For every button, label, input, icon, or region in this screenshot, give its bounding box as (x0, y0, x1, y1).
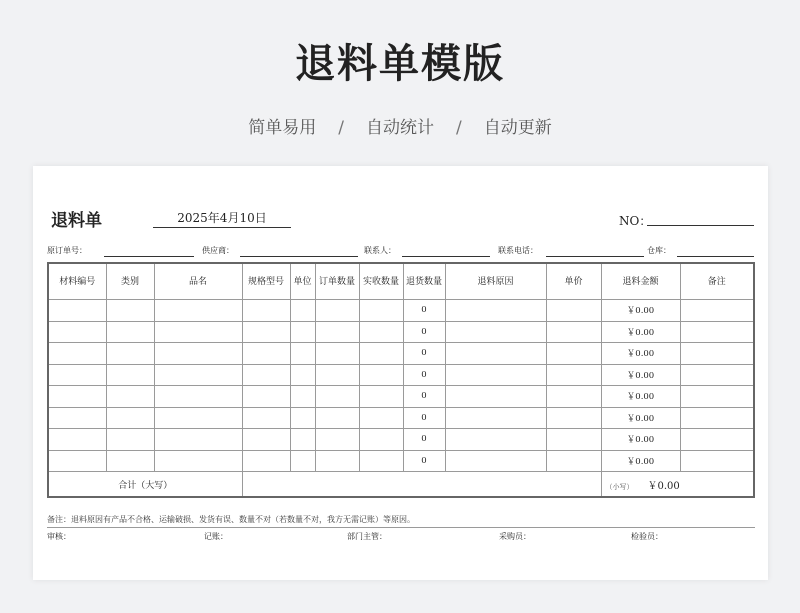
col-header: 类别 (106, 263, 154, 300)
return-qty-cell[interactable]: 0 (403, 343, 445, 365)
return-amount-cell[interactable]: ￥0.00 (601, 386, 680, 408)
total-label: 合计（大写） (48, 472, 242, 498)
return-amount-cell[interactable]: ￥0.00 (601, 407, 680, 429)
total-small-label: （小写） (605, 482, 634, 491)
table-cell[interactable] (242, 450, 290, 472)
col-header: 单价 (546, 263, 601, 300)
col-header: 品名 (154, 263, 242, 300)
table-cell[interactable] (546, 364, 601, 386)
table-cell[interactable] (315, 407, 359, 429)
return-amount-cell[interactable]: ￥0.00 (601, 343, 680, 365)
table-cell[interactable] (242, 386, 290, 408)
page-title: 退料单模版 (295, 41, 505, 87)
table-row (48, 300, 754, 322)
table-cell[interactable] (290, 450, 315, 472)
return-amount-cell[interactable]: ￥0.00 (601, 321, 680, 343)
table-cell[interactable] (242, 429, 290, 451)
table-cell[interactable] (106, 300, 154, 322)
table-cell[interactable] (48, 321, 106, 343)
return-qty-cell[interactable]: 0 (403, 450, 445, 472)
table-cell[interactable] (546, 450, 601, 472)
return-amount-cell[interactable]: ￥0.00 (601, 300, 680, 322)
table-cell[interactable] (680, 450, 754, 472)
table-cell[interactable] (445, 429, 546, 451)
col-header: 退料原因 (445, 263, 546, 300)
table-row (48, 321, 754, 343)
table-cell[interactable] (290, 343, 315, 365)
table-cell[interactable] (546, 407, 601, 429)
return-qty-cell[interactable]: 0 (403, 364, 445, 386)
total-uppercase-cell[interactable] (242, 472, 601, 498)
table-cell[interactable] (546, 300, 601, 322)
table-header-row (48, 263, 754, 300)
table-cell[interactable] (154, 321, 242, 343)
col-header: 实收数量 (359, 263, 403, 300)
feature-auto-update: 自动更新 (483, 118, 552, 138)
separator: / (338, 118, 344, 138)
table-cell[interactable] (315, 429, 359, 451)
table-cell[interactable] (290, 321, 315, 343)
original-order-field[interactable] (104, 256, 194, 257)
table-cell[interactable] (359, 407, 403, 429)
return-qty-cell[interactable]: 0 (403, 321, 445, 343)
table-cell[interactable] (242, 364, 290, 386)
table-cell[interactable] (445, 450, 546, 472)
col-header: 备注 (680, 263, 754, 300)
table-cell[interactable] (546, 386, 601, 408)
col-header: 订单数量 (315, 263, 359, 300)
table-cell[interactable] (48, 386, 106, 408)
table-cell[interactable] (445, 321, 546, 343)
table-cell[interactable] (48, 300, 106, 322)
supplier-label: 供应商： (202, 246, 234, 255)
table-cell[interactable] (106, 407, 154, 429)
table-cell[interactable] (154, 364, 242, 386)
feature-tagline (0, 113, 800, 138)
table-row (48, 429, 754, 451)
return-items-table (47, 262, 755, 498)
table-row (48, 343, 754, 365)
table-cell[interactable] (315, 300, 359, 322)
signature-inspector: 检验员： (631, 532, 663, 541)
table-cell[interactable] (546, 429, 601, 451)
table-cell[interactable] (359, 429, 403, 451)
table-cell[interactable] (106, 450, 154, 472)
return-amount-cell[interactable]: ￥0.00 (601, 429, 680, 451)
return-qty-cell[interactable]: 0 (403, 386, 445, 408)
table-cell[interactable] (106, 386, 154, 408)
table-cell[interactable] (242, 407, 290, 429)
table-cell[interactable] (106, 429, 154, 451)
col-header: 规格型号 (242, 263, 290, 300)
feature-auto-stats: 自动统计 (366, 118, 434, 138)
form-title: 退料单 (51, 211, 102, 231)
table-cell[interactable] (106, 364, 154, 386)
separator: / (456, 118, 462, 138)
table-cell[interactable] (48, 343, 106, 365)
table-cell[interactable] (359, 300, 403, 322)
table-cell[interactable] (315, 450, 359, 472)
table-cell[interactable] (48, 364, 106, 386)
table-cell[interactable] (680, 321, 754, 343)
signature-dept-head: 部门主管： (347, 532, 387, 541)
contact-field[interactable] (402, 256, 490, 257)
form-number-field[interactable] (647, 225, 754, 226)
table-cell[interactable] (154, 429, 242, 451)
col-header: 退货数量 (403, 263, 445, 300)
table-cell[interactable] (48, 450, 106, 472)
table-cell[interactable] (315, 364, 359, 386)
table-cell[interactable] (359, 386, 403, 408)
table-cell[interactable] (680, 429, 754, 451)
return-qty-cell[interactable]: 0 (403, 407, 445, 429)
table-cell[interactable] (242, 321, 290, 343)
table-cell[interactable] (680, 386, 754, 408)
table-cell[interactable] (445, 407, 546, 429)
col-header: 退料金额 (601, 263, 680, 300)
return-amount-cell[interactable]: ￥0.00 (601, 364, 680, 386)
note-text: 备注：退料原因有产品不合格、运输破损、发货有误、数量不对（若数量不对，我方无需记账）等原因。 (47, 515, 415, 524)
table-cell[interactable] (359, 343, 403, 365)
return-form-sheet (33, 166, 768, 580)
signature-bookkeeper: 记账： (204, 532, 228, 541)
warehouse-field[interactable] (677, 256, 754, 257)
table-row (48, 450, 754, 472)
table-cell[interactable] (154, 343, 242, 365)
table-cell[interactable] (154, 386, 242, 408)
table-cell[interactable] (359, 321, 403, 343)
return-amount-cell[interactable]: ￥0.00 (601, 450, 680, 472)
table-cell[interactable] (359, 364, 403, 386)
table-cell[interactable] (290, 386, 315, 408)
table-cell[interactable] (445, 343, 546, 365)
table-cell[interactable] (546, 343, 601, 365)
table-cell[interactable] (242, 343, 290, 365)
return-qty-cell[interactable]: 0 (403, 300, 445, 322)
table-row (48, 407, 754, 429)
table-cell[interactable] (154, 300, 242, 322)
table-cell[interactable] (106, 343, 154, 365)
table-cell[interactable] (680, 300, 754, 322)
table-cell[interactable] (680, 343, 754, 365)
contact-label: 联系人： (364, 246, 396, 255)
table-cell[interactable] (290, 429, 315, 451)
table-cell[interactable] (290, 300, 315, 322)
table-cell[interactable] (680, 364, 754, 386)
warehouse-label: 仓库： (647, 246, 671, 255)
form-date[interactable]: 2025年4月10日 (153, 209, 291, 228)
table-cell[interactable] (290, 364, 315, 386)
return-qty-cell[interactable]: 0 (403, 429, 445, 451)
supplier-field[interactable] (240, 256, 358, 257)
table-cell[interactable] (445, 300, 546, 322)
phone-field[interactable] (546, 256, 644, 257)
table-cell[interactable] (315, 343, 359, 365)
table-cell[interactable] (445, 386, 546, 408)
col-header: 材料编号 (48, 263, 106, 300)
table-cell[interactable] (445, 364, 546, 386)
table-cell[interactable] (154, 407, 242, 429)
original-order-label: 原订单号： (47, 246, 87, 255)
signature-reviewer: 审核： (47, 532, 71, 541)
table-row (48, 364, 754, 386)
table-cell[interactable] (242, 300, 290, 322)
feature-easy: 简单易用 (248, 118, 317, 138)
table-cell[interactable] (154, 450, 242, 472)
table-cell[interactable] (315, 321, 359, 343)
table-cell[interactable] (290, 407, 315, 429)
form-number-label: NO： (619, 214, 652, 228)
total-amount: ￥0.00 (647, 480, 680, 492)
table-cell[interactable] (48, 429, 106, 451)
table-cell[interactable] (546, 321, 601, 343)
table-cell[interactable] (315, 386, 359, 408)
table-row (48, 386, 754, 408)
table-cell[interactable] (359, 450, 403, 472)
total-lowercase-cell (601, 472, 754, 498)
note-divider (47, 527, 755, 528)
table-cell[interactable] (48, 407, 106, 429)
signature-purchaser: 采购员： (499, 532, 531, 541)
table-cell[interactable] (680, 407, 754, 429)
table-cell[interactable] (106, 321, 154, 343)
col-header: 单位 (290, 263, 315, 300)
phone-label: 联系电话： (498, 246, 538, 255)
total-row (48, 472, 754, 498)
